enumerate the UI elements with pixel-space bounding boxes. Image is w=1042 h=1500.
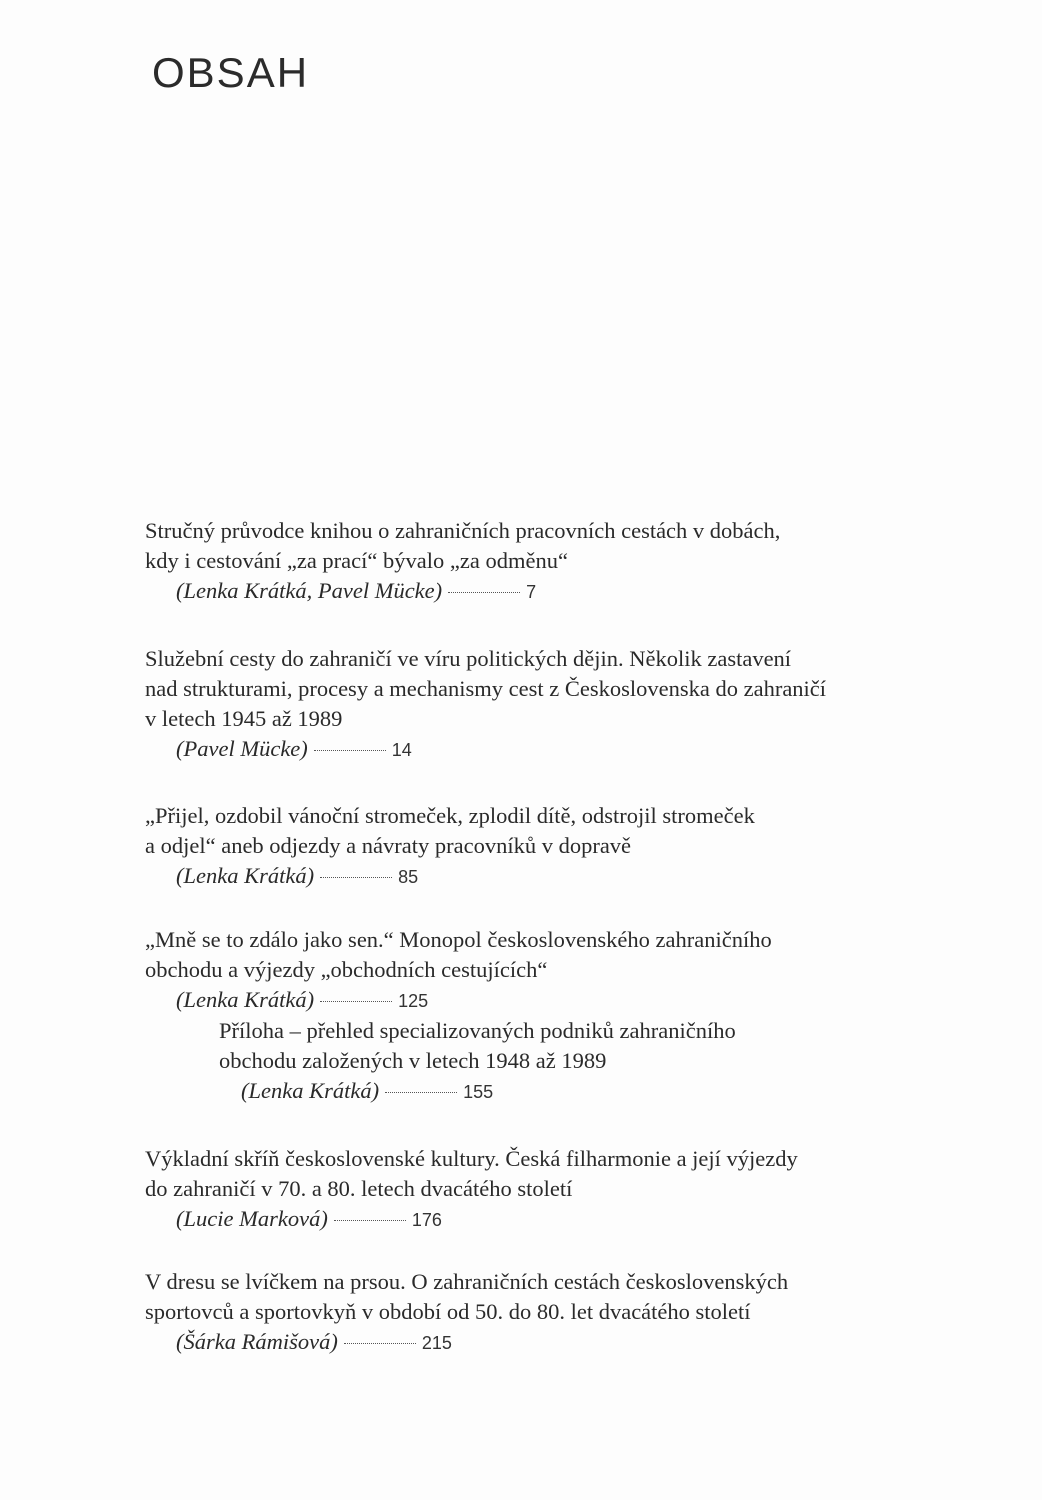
toc-sub-entry [145,1016,772,1107]
dot-leader [385,1092,457,1093]
dot-leader [320,877,392,878]
toc-entry [145,644,826,765]
sub-entry-title-line: obchodu založených v letech 1948 až 1989 [219,1048,607,1073]
entry-page-number: 7 [526,582,537,602]
sub-entry-title-line: Příloha – přehled specializovaných podniků zahraničního [219,1018,736,1043]
entry-author: (Lucie Marková) [176,1206,328,1231]
sub-entry-author: (Lenka Krátká) [241,1078,380,1103]
entry-author: (Lenka Krátká) [176,863,315,888]
toc-entry [145,801,755,892]
entry-author-line [145,1204,798,1235]
sub-entry-page-number: 155 [463,1082,494,1102]
entry-page-number: 215 [421,1333,452,1353]
entry-author: (Lenka Krátká, Pavel Mücke) [176,578,443,603]
entry-title-line: do zahraničí v 70. a 80. letech dvacátého století [145,1176,573,1201]
entry-title-line: Služební cesty do zahraničí ve víru politických dějin. Několik zastavení [145,646,792,671]
dot-leader [314,750,386,751]
dot-leader [344,1343,416,1344]
entry-title-line: v letech 1945 až 1989 [145,706,343,731]
entry-author: (Lenka Krátká) [176,987,315,1012]
sub-entry-author-line [219,1076,772,1107]
toc-entry [145,1144,798,1235]
toc-entry [145,516,780,607]
entry-page-number: 125 [398,991,429,1011]
entry-title-line: sportovců a sportovkyň v období od 50. do 80. let dvacátého století [145,1299,751,1324]
entry-title-line: V dresu se lvíčkem na prsou. O zahraničních cestách československých [145,1269,789,1294]
entry-author: (Šárka Rámišová) [176,1329,338,1354]
entry-title-line: Stručný průvodce knihou o zahraničních pracovních cestách v dobách, [145,518,781,543]
entry-author-line [145,576,780,607]
page-title: OBSAH [152,49,310,96]
entry-title-line: nad strukturami, procesy a mechanismy cest z Československa do zahraničí [145,676,827,701]
dot-leader [320,1001,392,1002]
entry-author-line [145,734,826,765]
entry-author-line [145,861,755,892]
entry-title-line: Výkladní skříň československé kultury. Česká filharmonie a její výjezdy [145,1146,798,1171]
entry-page-number: 85 [398,867,419,887]
entry-author-line [145,985,772,1016]
toc-entry [145,1267,788,1358]
entry-title-line: „Mně se to zdálo jako sen.“ Monopol československého zahraničního [145,927,772,952]
entry-title-line: a odjel“ aneb odjezdy a návraty pracovníků v dopravě [145,833,632,858]
entry-page-number: 176 [411,1210,442,1230]
dot-leader [448,592,520,593]
toc-entry [145,925,772,1107]
entry-page-number: 14 [391,740,412,760]
entry-author-line [145,1327,788,1358]
dot-leader [334,1220,406,1221]
entry-title-line: kdy i cestování „za prací“ bývalo „za odměnu“ [145,548,568,573]
entry-title-line: „Přijel, ozdobil vánoční stromeček, zplodil dítě, odstrojil stromeček [145,803,755,828]
entry-author: (Pavel Mücke) [176,736,308,761]
entry-title-line: obchodu a výjezdy „obchodních cestujících“ [145,957,548,982]
